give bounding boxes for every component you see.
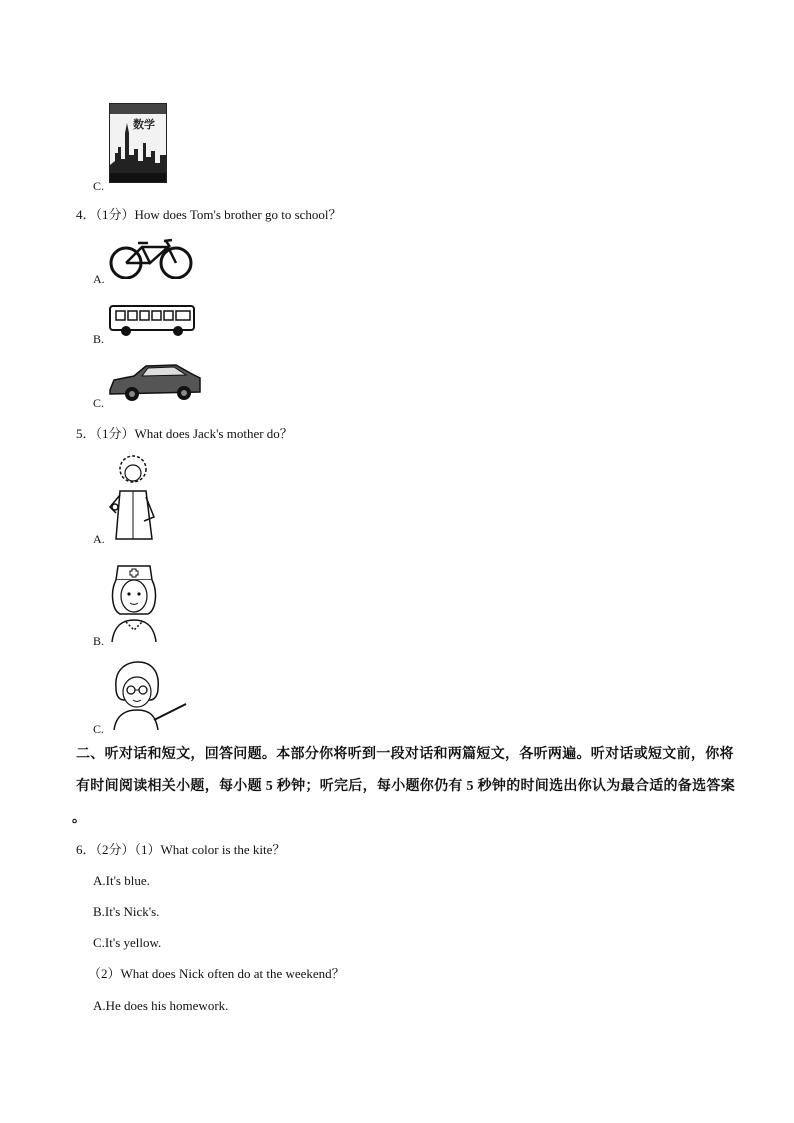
q3-option-c-label: C. bbox=[93, 179, 105, 193]
q4-stem: 4．（1分）How does Tom's brother go to school？ bbox=[76, 207, 342, 222]
section2-instruction-line3: 。 bbox=[72, 811, 87, 826]
bicycle-icon bbox=[108, 237, 194, 279]
doctor-icon bbox=[106, 455, 158, 541]
q4-option-b-label: B. bbox=[93, 332, 105, 346]
q6-option-c: C.It's yellow. bbox=[93, 935, 162, 950]
q6-sub2-option-a: A.He does his homework. bbox=[93, 998, 229, 1013]
q4-option-a-label: A. bbox=[93, 272, 105, 286]
q4-option-c-label: C. bbox=[93, 396, 105, 410]
q6-option-a: A.It's blue. bbox=[93, 873, 150, 888]
bus-icon bbox=[108, 303, 198, 339]
car-icon bbox=[108, 362, 202, 404]
nurse-icon bbox=[106, 562, 164, 642]
q5-stem: 5．（1分）What does Jack's mother do？ bbox=[76, 426, 293, 441]
section2-instruction-line1: 二、听对话和短文，回答问题。本部分你将听到一段对话和两篇短文，各听两遍。听对话或短文前，你将 bbox=[76, 747, 734, 762]
book-cover-image bbox=[109, 103, 167, 183]
teacher-icon bbox=[106, 660, 188, 730]
q5-option-b-label: B. bbox=[93, 634, 105, 648]
section2-instruction-line2: 有时间阅读相关小题，每小题 5 秒钟；听完后，每小题你仍有 5 秒钟的时间选出你认为最合适的备选答案 bbox=[76, 779, 735, 794]
q5-option-a-label: A. bbox=[93, 532, 105, 546]
q6-sub2-stem: （2）What does Nick often do at the weekend？ bbox=[88, 966, 345, 981]
q6-stem: 6．（2分）（1）What color is the kite？ bbox=[76, 842, 286, 857]
q6-option-b: B.It's Nick's. bbox=[93, 904, 160, 919]
q5-option-c-label: C. bbox=[93, 722, 105, 736]
book-cover-title: 数学 bbox=[133, 118, 155, 131]
